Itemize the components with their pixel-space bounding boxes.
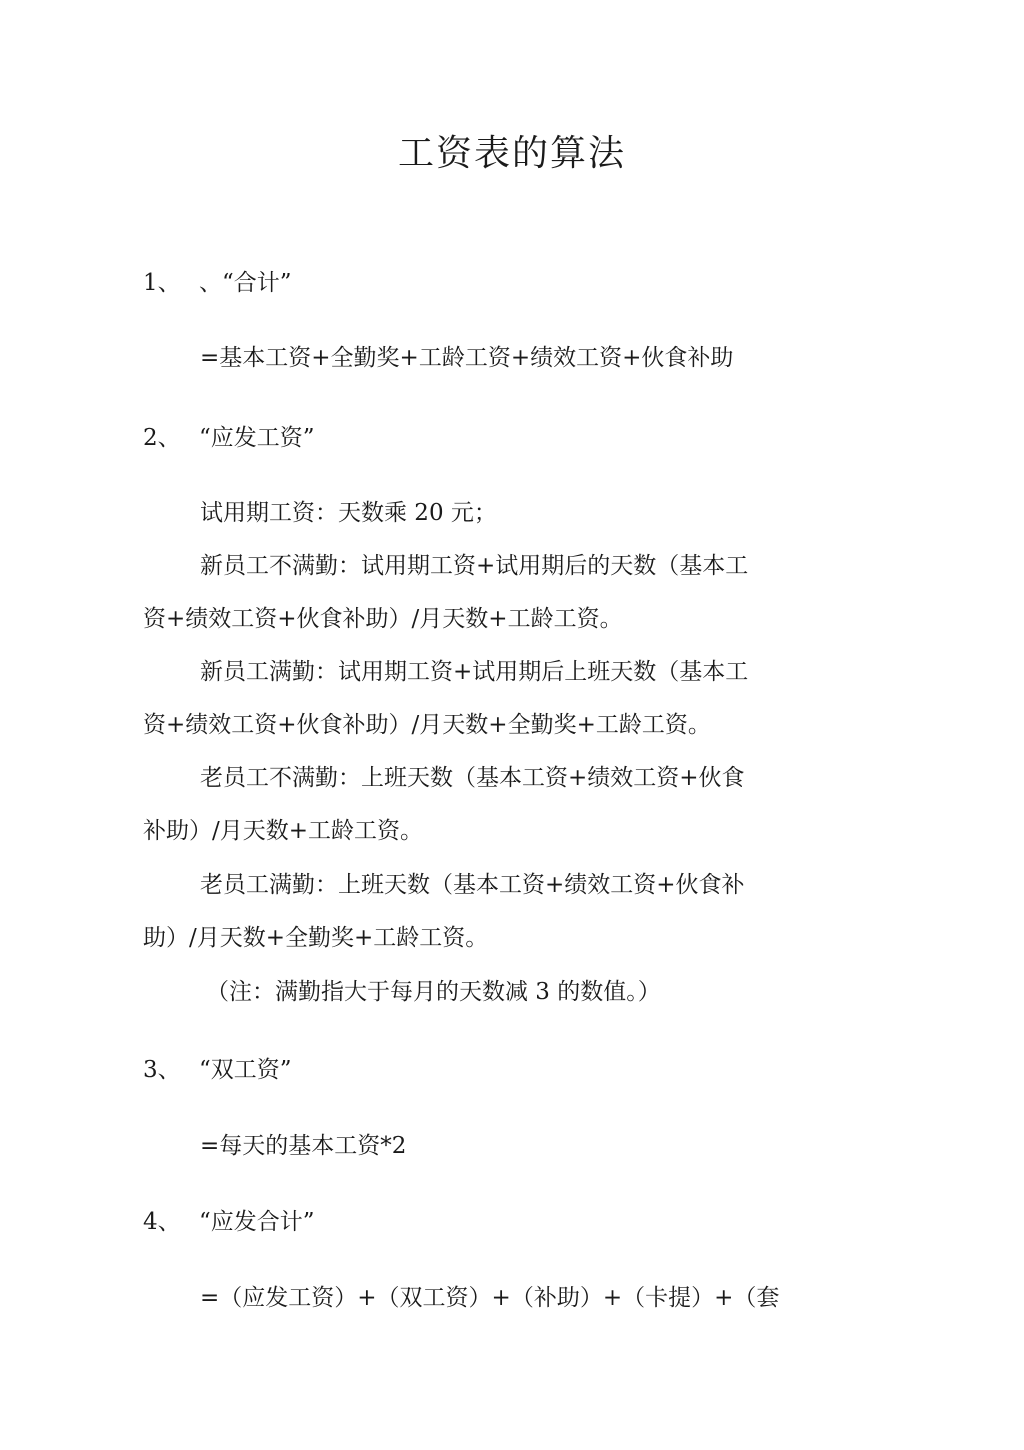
section-1-formula: =基本工资+全勤奖+工龄工资+绩效工资+伙食补助 [200, 345, 734, 371]
paragraph-line: 资+绩效工资+伙食补助）/月天数+工龄工资。 [143, 606, 623, 632]
section-4-heading [143, 1205, 315, 1239]
paragraph-line: 老员工不满勤：上班天数（基本工资+绩效工资+伙食 [200, 765, 745, 791]
section-2-heading [143, 421, 315, 455]
section-3-heading [143, 1053, 292, 1087]
section-title: “双工资” [199, 1057, 292, 1083]
section-4-formula: =（应发工资）+（双工资）+（补助）+（卡提）+（套 [200, 1285, 780, 1311]
section-number: 4、 [143, 1209, 181, 1235]
section-title: “应发合计” [199, 1209, 315, 1235]
paragraph-line: 试用期工资：天数乘 20 元； [200, 500, 497, 526]
paragraph-line: 助）/月天数+全勤奖+工龄工资。 [143, 925, 489, 951]
paragraph-line: 新员工满勤：试用期工资+试用期后上班天数（基本工 [200, 659, 749, 685]
section-number: 2、 [143, 425, 181, 451]
paragraph-line: 老员工满勤：上班天数（基本工资+绩效工资+伙食补 [200, 872, 745, 898]
section-title: “应发工资” [199, 425, 315, 451]
paragraph-line: 资+绩效工资+伙食补助）/月天数+全勤奖+工龄工资。 [143, 712, 711, 738]
section-3-formula: =每天的基本工资*2 [200, 1133, 407, 1159]
paragraph-line: 补助）/月天数+工龄工资。 [143, 818, 424, 844]
page-title: 工资表的算法 [397, 133, 626, 174]
section-number: 1、 [143, 270, 181, 296]
note-line: （注：满勤指大于每月的天数减 3 的数值。） [206, 979, 661, 1005]
section-title: 、“合计” [199, 270, 292, 296]
section-number: 3、 [143, 1057, 181, 1083]
section-1-heading [143, 266, 292, 300]
paragraph-line: 新员工不满勤：试用期工资+试用期后的天数（基本工 [200, 553, 749, 579]
